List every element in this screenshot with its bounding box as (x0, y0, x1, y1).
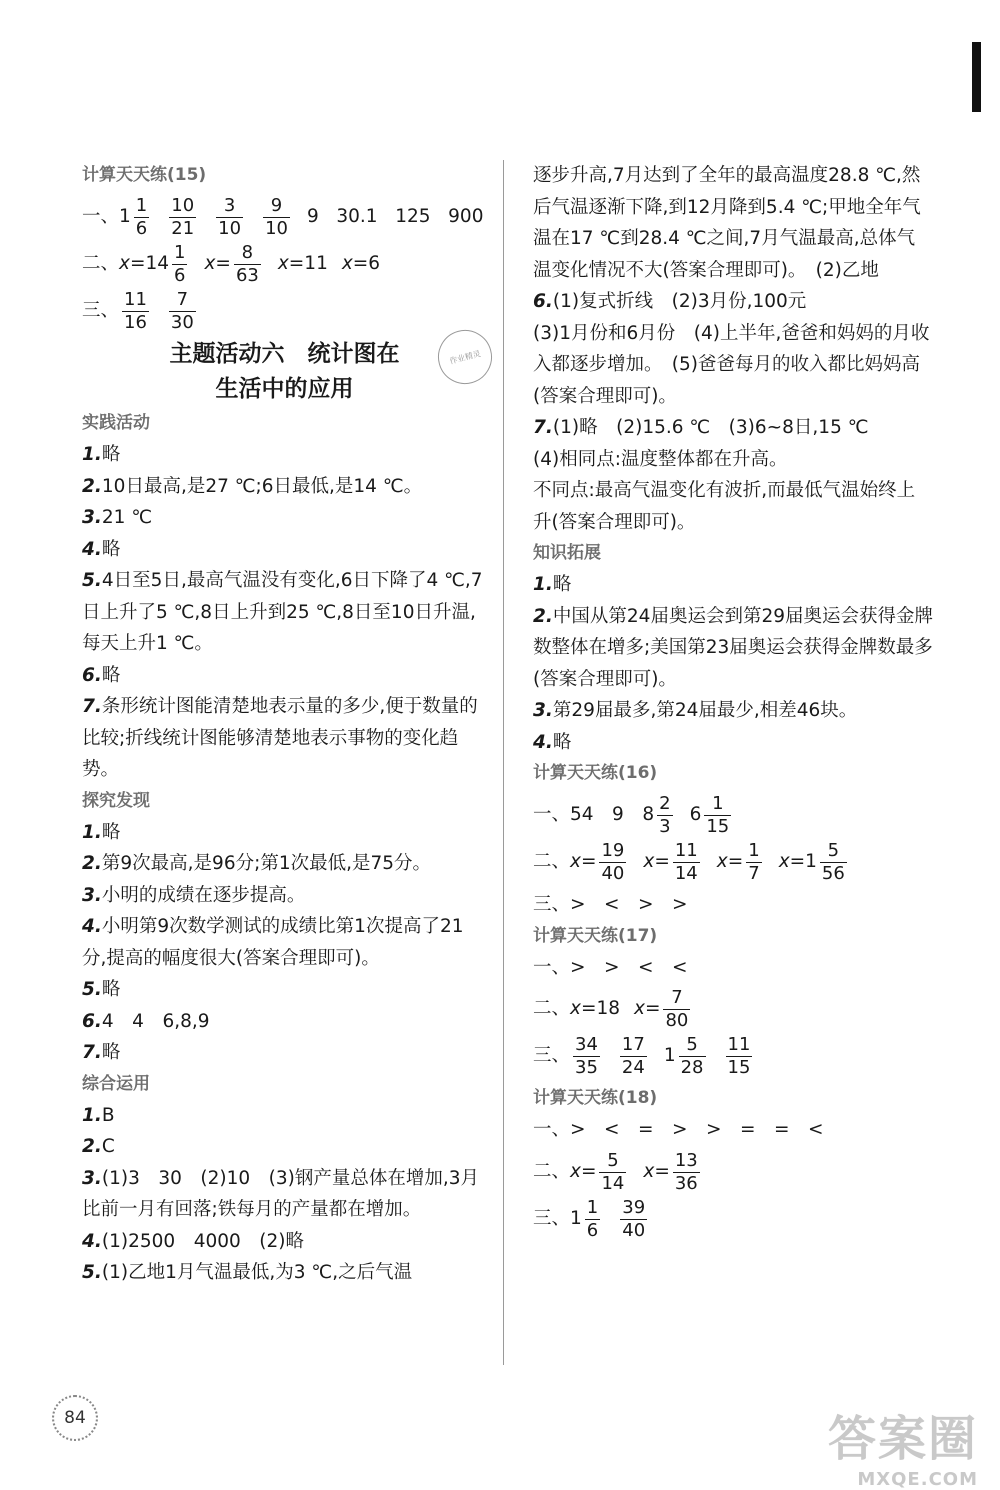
theme-title-line1: 主题活动六 统计图在 (169, 341, 400, 367)
item-text: 小明的成绩在逐步提高。 (101, 884, 306, 906)
denominator: 14 (674, 863, 698, 884)
fraction (620, 1196, 647, 1241)
numerator: 10 (171, 195, 195, 216)
denominator: 10 (265, 218, 288, 239)
item-number: 2. (82, 853, 102, 874)
item-number: 4. (82, 538, 102, 560)
numerator: 1 (174, 242, 186, 263)
denominator: 56 (821, 863, 845, 884)
equation-value: =1 (789, 851, 817, 873)
variable: x (778, 851, 790, 873)
item-text: 略 (552, 574, 572, 595)
answer-item (533, 727, 933, 759)
whole-number: 1 (663, 1045, 676, 1067)
answer-item (82, 691, 487, 786)
fraction (657, 795, 672, 836)
row-prefix: 二、 (533, 998, 571, 1020)
answer-item (533, 569, 933, 601)
calc18-row3 (533, 1196, 933, 1241)
answer-item (82, 439, 487, 471)
item-number: 3. (82, 507, 102, 528)
numerator: 3 (216, 197, 243, 218)
item-number: 6. (82, 664, 102, 686)
page-edge-mark (972, 42, 981, 112)
item-number: 1. (82, 1104, 102, 1126)
page-number: 84 (52, 1395, 98, 1441)
answer-item (82, 502, 487, 534)
item-number: 4. (533, 731, 553, 753)
extension-section-title: 知识拓展 (533, 543, 601, 563)
denominator: 35 (575, 1057, 598, 1078)
fraction (673, 1149, 700, 1194)
item-number: 7. (82, 696, 102, 717)
fraction (122, 291, 149, 332)
calc16-row2 (533, 842, 933, 883)
item-text: (1)略 (2)15.6 ℃ (3)6~8日,15 ℃ (552, 417, 869, 438)
fraction (172, 244, 187, 285)
item-number: 1. (533, 574, 553, 595)
denominator: 7 (748, 863, 760, 884)
numerator: 5 (599, 1152, 626, 1173)
item-number: 2. (82, 1136, 102, 1157)
numerator: 39 (622, 1196, 646, 1218)
answer-item (82, 1163, 487, 1226)
answer-values: 9 30.1 125 900 (306, 206, 484, 228)
item-number: 5. (82, 979, 102, 1000)
equation-value: =6 (352, 253, 381, 275)
row-prefix: 二、 (82, 253, 120, 275)
row-prefix: 一、 (82, 206, 120, 228)
item-number: 3. (82, 884, 102, 906)
denominator: 28 (680, 1057, 704, 1078)
denominator: 30 (170, 312, 194, 333)
equals-sign: = (644, 998, 661, 1020)
calc15-row2 (82, 244, 487, 285)
item-text: (1)乙地1月气温最低,为3 ℃,之后气温 (101, 1262, 413, 1283)
variable: x (643, 851, 655, 873)
item-number: 6. (533, 291, 553, 312)
equals-sign: = (215, 253, 231, 275)
item-number: 5. (82, 1262, 102, 1283)
variable: x (634, 998, 645, 1020)
column-divider (503, 160, 504, 1365)
numerator: 19 (601, 840, 625, 861)
fraction (263, 197, 290, 238)
calc18-title: 计算天天练(18) (533, 1088, 658, 1108)
answer-item (82, 565, 487, 660)
item-text: 略 (101, 979, 121, 1000)
explore-section-title: 探究发现 (82, 790, 150, 811)
denominator: 24 (621, 1057, 645, 1078)
calc17-title: 计算天天练(17) (533, 925, 658, 946)
extension-list (533, 569, 933, 758)
fraction (599, 842, 626, 883)
row-prefix: 三、 (533, 1045, 571, 1067)
fraction (820, 842, 847, 883)
fraction (704, 795, 731, 836)
item-number: 1. (82, 821, 102, 843)
variable: x (570, 851, 581, 873)
answer-item (82, 1037, 487, 1069)
numerator: 8 (234, 244, 261, 265)
answer-item (82, 1100, 487, 1132)
numerator: 1 (748, 840, 760, 861)
item-number: 4. (82, 1230, 102, 1252)
denominator: 6 (586, 1219, 599, 1241)
denominator: 10 (218, 218, 242, 239)
answer-item (533, 412, 933, 444)
calc18-row2 (533, 1149, 933, 1194)
denominator: 16 (124, 312, 147, 333)
fraction (169, 291, 196, 332)
answer-item (82, 471, 487, 503)
item-text: 略 (101, 444, 121, 465)
variable: x (643, 1160, 655, 1182)
fraction (134, 197, 149, 238)
item-text: 4 4 6,8,9 (101, 1010, 210, 1032)
denominator: 36 (674, 1172, 698, 1194)
numerator: 1 (704, 795, 731, 816)
variable: x (570, 998, 581, 1020)
row-prefix: 三、 (82, 300, 120, 322)
whole-number: 1 (570, 1207, 582, 1229)
answer-item (533, 601, 933, 696)
fraction (234, 244, 261, 285)
equals-sign: = (580, 1160, 597, 1182)
item-text: 中国从第24届奥运会到第29届奥运会获得金牌数整体在增多;美国第23届奥运会获得金牌数最多(答案合理即可)。 (533, 605, 933, 690)
continued-answer: 逐步升高,7月达到了全年的最高温度28.8 ℃,然后气温逐渐下降,到12月降到5.4 ℃;甲地全年气温在17 ℃到28.4 ℃之间,7月气温最高,总体气温变化情况不大(答案合理即可)。 (2)乙地 (533, 165, 921, 281)
numerator: 2 (659, 793, 671, 814)
fraction (726, 1036, 753, 1077)
answer-item (533, 695, 933, 727)
explore-list (82, 817, 487, 1069)
calc17-row2 (533, 989, 933, 1030)
equation-value: =18 (580, 998, 621, 1020)
equation-value: =11 (288, 253, 328, 275)
item-text: 第29届最多,第24届最少,相差46块。 (552, 700, 858, 721)
calc17-row1: 一、> > < < (533, 956, 688, 978)
numerator: 13 (674, 1149, 698, 1171)
numerator: 11 (674, 840, 698, 861)
variable: x (277, 253, 289, 275)
item-text: 21 ℃ (101, 507, 153, 528)
answer-item (82, 1226, 487, 1258)
denominator: 15 (727, 1057, 751, 1078)
fraction (663, 989, 690, 1030)
item-text: (1)复式折线 (2)3月份,100元 (552, 291, 807, 312)
answer-item (82, 817, 487, 849)
answer-item (82, 1131, 487, 1163)
denominator: 6 (135, 218, 148, 239)
denominator: 40 (622, 1219, 646, 1241)
apply-list (82, 1100, 487, 1289)
item-text: 条形统计图能清楚地表示量的多少,便于数量的比较;折线统计图能够清楚地表示事物的变化趋势。 (82, 696, 478, 780)
row-prefix: 三、 (533, 1207, 571, 1229)
item-text: 略 (101, 821, 121, 843)
fraction (620, 1036, 647, 1077)
item-text: 略 (101, 1042, 121, 1063)
answer-continuation: 不同点:最高气温变化有波折,而最低气温始终上升(答案合理即可)。 (533, 480, 916, 533)
answer-item (533, 286, 933, 318)
item-number: 2. (82, 475, 102, 497)
denominator: 40 (601, 863, 625, 884)
watermark-logo: 答案圈 (827, 1411, 978, 1467)
item-text: (1)2500 4000 (2)略 (101, 1230, 304, 1252)
equals-sign: = (654, 851, 670, 873)
equals-sign: = (727, 851, 744, 873)
left-column (82, 160, 487, 1289)
fraction (746, 842, 761, 883)
item-number: 5. (82, 570, 102, 591)
practice-list (82, 439, 487, 786)
fraction (573, 1036, 600, 1077)
whole-number: 6 (689, 804, 702, 826)
answer-item (82, 1257, 487, 1289)
item-number: 3. (533, 700, 553, 721)
item-text: B (101, 1104, 115, 1126)
numerator: 11 (124, 289, 147, 310)
item-text: 第9次最高,是96分;第1次最低,是75分。 (101, 853, 432, 874)
item-number: 6. (82, 1010, 102, 1032)
fraction (599, 1149, 626, 1194)
row-prefix: 一、 (533, 804, 571, 826)
item-number: 1. (82, 444, 102, 465)
item-text: (1)3 30 (2)10 (3)钢产量总体在增加,3月比前一月有回落;铁每月的产量都在增加。 (82, 1167, 480, 1220)
denominator: 21 (171, 218, 195, 239)
calc15-title: 计算天天练(15) (82, 165, 207, 185)
item-number: 4. (82, 916, 102, 937)
fraction (216, 197, 243, 238)
answer-item (82, 880, 487, 912)
calc16-row3: 三、> < > > (533, 894, 688, 915)
equals-sign: = (654, 1160, 670, 1182)
practice-section-title: 实践活动 (82, 413, 150, 433)
numerator: 1 (586, 1196, 599, 1218)
numerator: 5 (820, 842, 847, 863)
variable: x (570, 1160, 581, 1182)
fraction (585, 1196, 600, 1241)
variable: x (716, 851, 728, 873)
denominator: 15 (706, 816, 730, 837)
item-text: 略 (101, 664, 121, 686)
item-text: C (101, 1136, 115, 1157)
variable: x (204, 253, 216, 275)
item-number: 7. (82, 1042, 102, 1063)
answer-continuation: (4)相同点:温度整体都在升高。 (533, 448, 788, 470)
fraction (673, 842, 700, 883)
item-text: 略 (101, 538, 121, 560)
watermark-site: MXQE.COM (857, 1469, 978, 1490)
denominator: 80 (665, 1010, 689, 1031)
equation-value: =14 (129, 253, 170, 275)
answer-item (82, 1006, 487, 1038)
row-prefix: 二、 (533, 1160, 571, 1182)
numerator: 9 (263, 197, 290, 218)
answer-item (82, 974, 487, 1006)
numerator: 1 (135, 195, 148, 216)
right-column (533, 160, 933, 1246)
item-text: 略 (552, 731, 572, 753)
numerator: 11 (727, 1034, 751, 1055)
answer-item (82, 911, 487, 974)
item-text: 10日最高,是27 ℃;6日最低,是14 ℃。 (101, 475, 423, 497)
calc16-row1 (533, 795, 933, 836)
calc16-title: 计算天天练(16) (533, 763, 658, 783)
numerator: 5 (679, 1036, 706, 1057)
answer-item (82, 660, 487, 692)
whole-number: 1 (119, 206, 131, 228)
item-number: 2. (533, 605, 553, 627)
answer-continuation: (3)1月份和6月份 (4)上半年,爸爸和妈妈的月收入都逐步增加。 (5)爸爸每月的收入都比妈妈高(答案合理即可)。 (533, 322, 930, 407)
apply-section-title: 综合运用 (82, 1073, 150, 1094)
answer-values: 54 9 8 (570, 804, 655, 826)
theme-title-line2: 生活中的应用 (215, 376, 354, 402)
item-text: 4日至5日,最高气温没有变化,6日下降了4 ℃,7日上升了5 ℃,8日上升到25 ℃,8日至10日升温,每天上升1 ℃。 (82, 570, 483, 654)
denominator: 14 (601, 1172, 625, 1194)
calc15-row1 (82, 197, 487, 238)
item-number: 3. (82, 1167, 102, 1189)
numerator: 34 (575, 1034, 598, 1055)
equals-sign: = (580, 851, 597, 873)
row-prefix: 二、 (533, 851, 571, 873)
answer-item (82, 848, 487, 880)
denominator: 6 (174, 265, 186, 286)
numerator: 7 (169, 291, 196, 312)
item-number: 7. (533, 417, 553, 438)
answer-item (82, 534, 487, 566)
denominator: 3 (659, 816, 671, 837)
calc17-row3 (533, 1036, 933, 1077)
item-text: 小明第9次数学测试的成绩比第1次提高了21分,提高的幅度很大(答案合理即可)。 (82, 916, 464, 969)
stamp-text: 作业精灵 (448, 348, 482, 366)
denominator: 63 (235, 265, 259, 286)
numerator: 7 (663, 989, 690, 1010)
fraction (679, 1036, 706, 1077)
fraction (169, 197, 196, 238)
calc15-row3 (82, 291, 487, 332)
numerator: 17 (621, 1034, 645, 1055)
calc18-row1: 一、> < = > > = = < (533, 1119, 824, 1140)
variable: x (119, 253, 130, 275)
variable: x (341, 253, 353, 275)
watermark (828, 1400, 978, 1490)
